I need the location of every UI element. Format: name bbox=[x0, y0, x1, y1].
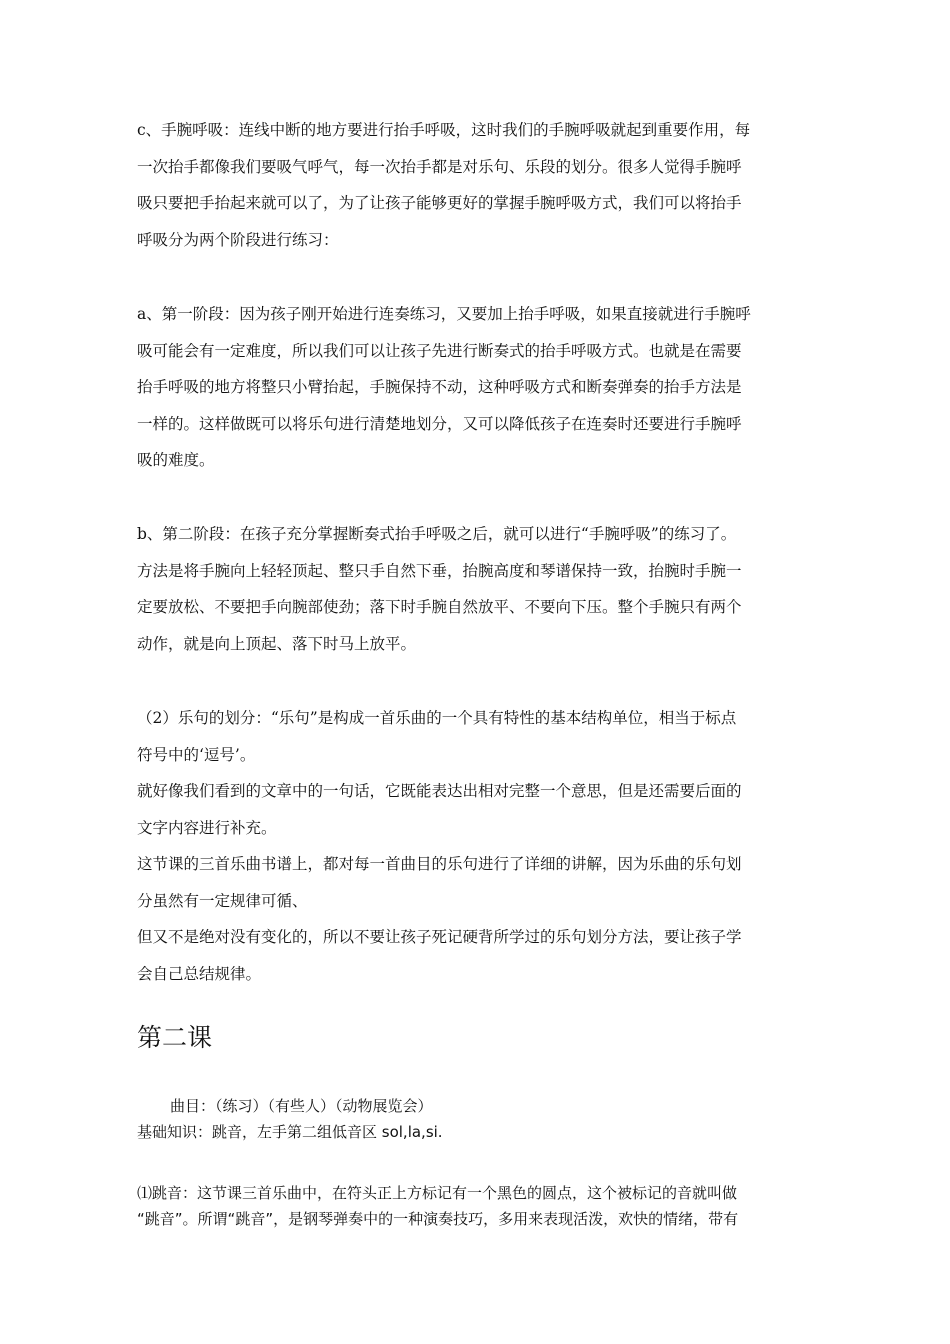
text-line: 抬手呼吸的地方将整只小臂抬起，手腕保持不动，这种呼吸方式和断奏弹奏的抬手方法是 bbox=[137, 378, 742, 396]
lesson-title: 第二课 bbox=[137, 1023, 213, 1052]
text-line: 呼吸分为两个阶段进行练习： bbox=[137, 230, 339, 249]
text-line: 定要放松、不要把手向腕部使劲；落下时手腕自然放平、不要向下压。整个手腕只有两个 bbox=[137, 598, 742, 616]
text-line: 文字内容进行补充。 bbox=[137, 818, 277, 837]
text-line: ⑴跳音：这节课三首乐曲中，在符头正上方标记有一个黑色的圆点，这个被标记的音就叫做 bbox=[137, 1184, 738, 1202]
text-line: 但又不是绝对没有变化的，所以不要让孩子死记硬背所学过的乐句划分方法，要让孩子学 bbox=[137, 928, 742, 946]
text-line: 就好像我们看到的文章中的一句话，它既能表达出相对完整一个意思，但是还需要后面的 bbox=[137, 782, 742, 800]
text-line: （2）乐句的划分：“乐句”是构成一首乐曲的一个具有特性的基本结构单位，相当于标点 bbox=[137, 709, 737, 727]
stage-two-paragraph bbox=[137, 516, 827, 662]
text-line: 分虽然有一定规律可循、 bbox=[137, 891, 308, 910]
stage-one-paragraph bbox=[137, 296, 827, 479]
text-line: c、手腕呼吸：连线中断的地方要进行抬手呼吸，这时我们的手腕呼吸就起到重要作用，每 bbox=[137, 121, 751, 139]
text-line: 一样的。这样做既可以将乐句进行清楚地划分，又可以降低孩子在连奏时还要进行手腕呼 bbox=[137, 414, 742, 433]
wrist-breathing-paragraph bbox=[137, 112, 827, 258]
staccato-paragraph bbox=[137, 1180, 827, 1232]
text-line: 动作，就是向上顶起、落下时马上放平。 bbox=[137, 634, 417, 653]
text-line: 会自己总结规律。 bbox=[137, 964, 262, 983]
song-list: 曲目：（练习）（有些人）（动物展览会） bbox=[170, 1097, 433, 1115]
text-line: b、第二阶段：在孩子充分掌握断奏式抬手呼吸之后，就可以进行“手腕呼吸”的练习了。 bbox=[137, 525, 737, 543]
text-line: 一次抬手都像我们要吸气呼气，每一次抬手都是对乐句、乐段的划分。很多人觉得手腕呼 bbox=[137, 157, 742, 176]
text-line: “跳音”。所谓“跳音”，是钢琴弹奏中的一种演奏技巧，多用来表现活泼，欢快的情绪，带有 bbox=[137, 1210, 739, 1228]
text-line: a、第一阶段：因为孩子刚开始进行连奏练习，又要加上抬手呼吸，如果直接就进行手腕呼 bbox=[137, 305, 751, 323]
phrase-division-paragraph bbox=[137, 700, 827, 992]
basic-knowledge: 基础知识：跳音，左手第二组低音区 sol,la,si. bbox=[137, 1123, 443, 1141]
text-line: 吸可能会有一定难度，所以我们可以让孩子先进行断奏式的抬手呼吸方式。也就是在需要 bbox=[137, 341, 742, 360]
text-line: 吸的难度。 bbox=[137, 451, 215, 469]
text-line: 这节课的三首乐曲书谱上，都对每一首曲目的乐句进行了详细的讲解，因为乐曲的乐句划 bbox=[137, 855, 742, 873]
text-line: 符号中的‘逗号’。 bbox=[137, 745, 256, 764]
text-line: 方法是将手腕向上轻轻顶起、整只手自然下垂，抬腕高度和琴谱保持一致，抬腕时手腕一 bbox=[137, 561, 742, 580]
text-line: 吸只要把手抬起来就可以了，为了让孩子能够更好的掌握手腕呼吸方式，我们可以将抬手 bbox=[137, 194, 742, 212]
